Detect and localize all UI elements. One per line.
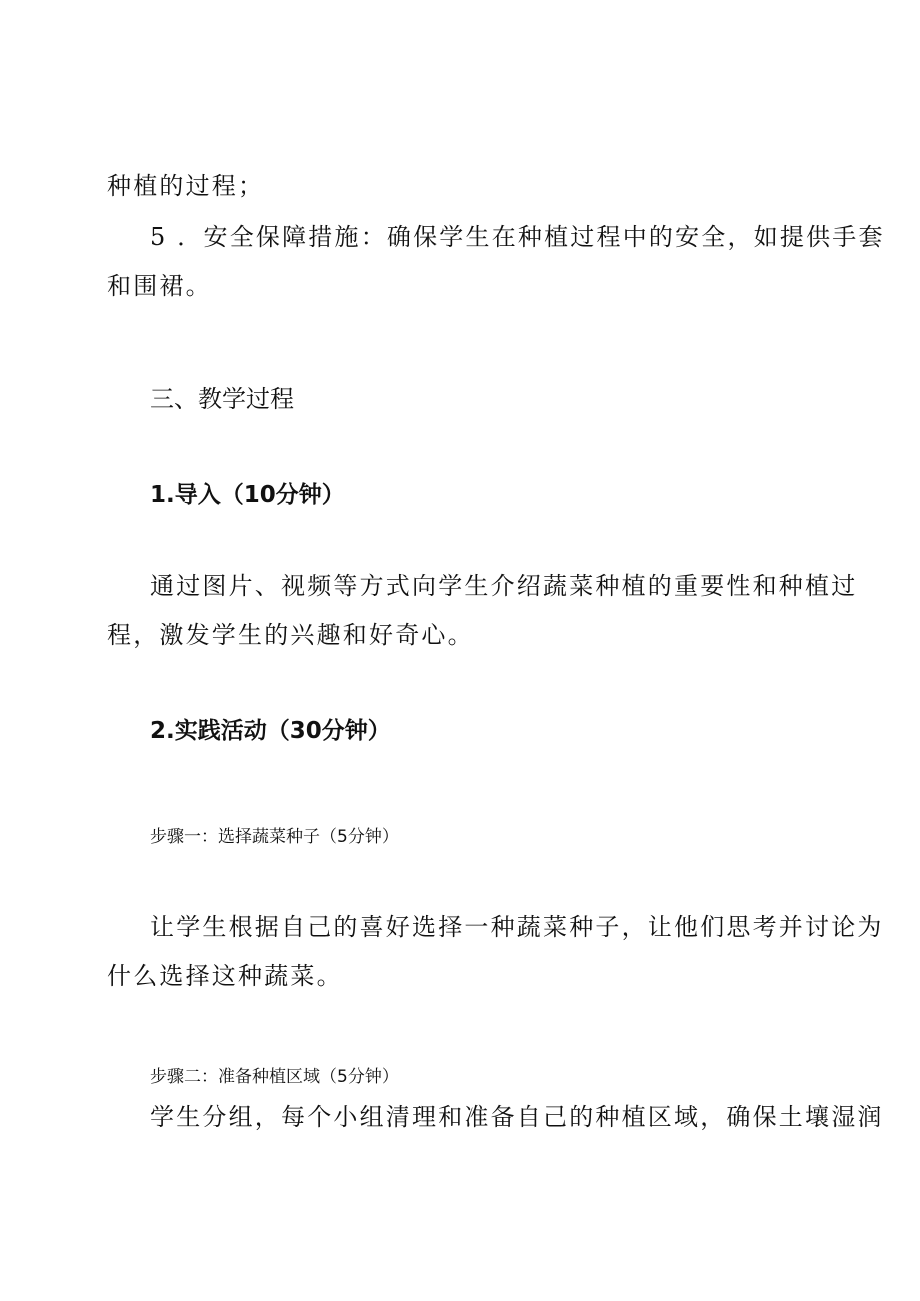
subsection-heading-practice: 2.实践活动（30分钟）	[150, 718, 391, 744]
section-heading: 三、教学过程	[150, 385, 294, 413]
list-item-5-line-2: 和围裙。	[107, 272, 212, 300]
list-item-5-line-1: 5 ．安全保障措施：确保学生在种植过程中的安全，如提供手套	[150, 223, 885, 251]
step1-paragraph-line-2: 什么选择这种蔬菜。	[107, 962, 343, 990]
intro-paragraph-line-1: 通过图片、视频等方式向学生介绍蔬菜种植的重要性和种植过	[150, 572, 858, 600]
step-heading-2: 步骤二：准备种植区域（5分钟）	[150, 1067, 399, 1087]
step2-paragraph-line-1: 学生分组，每个小组清理和准备自己的种植区域，确保土壤湿润	[150, 1103, 884, 1131]
paragraph-line: 种植的过程；	[107, 172, 265, 200]
intro-paragraph-line-2: 程，激发学生的兴趣和好奇心。	[107, 621, 474, 649]
step-heading-1: 步骤一：选择蔬菜种子（5分钟）	[150, 827, 399, 847]
subsection-heading-intro: 1.导入（10分钟）	[150, 482, 345, 508]
step1-paragraph-line-1: 让学生根据自己的喜好选择一种蔬菜种子，让他们思考并讨论为	[150, 913, 884, 941]
